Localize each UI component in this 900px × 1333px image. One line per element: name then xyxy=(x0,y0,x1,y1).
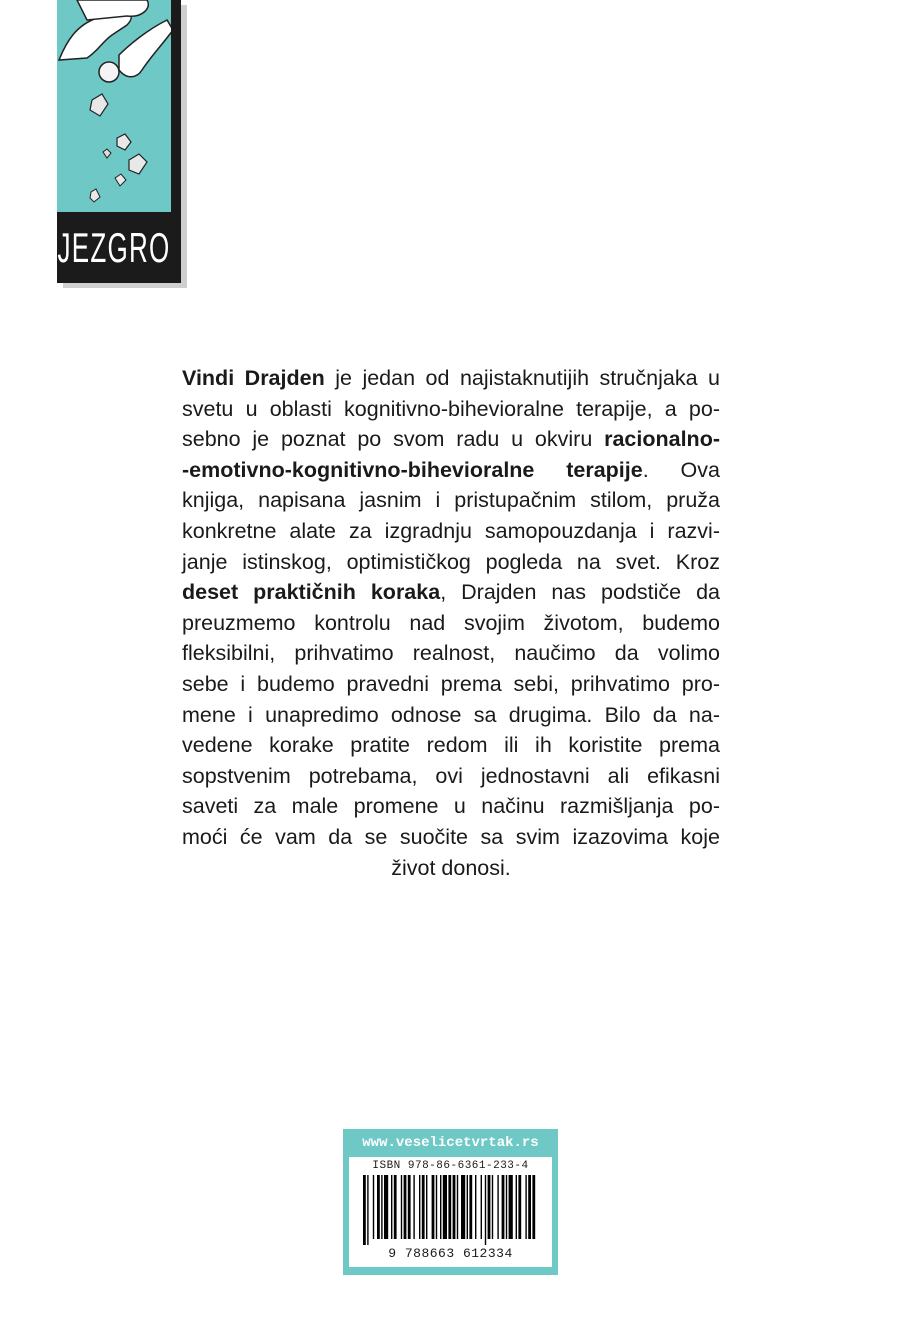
description-bold-text: Vindi Drajden xyxy=(182,366,325,390)
description-line xyxy=(182,516,720,547)
barcode-bar xyxy=(394,1175,397,1239)
description-text: život donosi. xyxy=(391,855,511,880)
barcode-bar xyxy=(448,1175,451,1239)
description-text: knjiga, napisana jasnim i pristupačnim stilom, pruža xyxy=(182,488,720,513)
isbn-text: ISBN 978-86-6361-233-4 xyxy=(372,1160,529,1172)
barcode-bar xyxy=(525,1175,526,1239)
description-line xyxy=(182,424,720,455)
barcode-bar xyxy=(506,1175,507,1239)
series-label: JEZGRO xyxy=(57,224,171,271)
description-bold-text: -emotivno-kognitivno-bihevioralne terapije xyxy=(182,457,643,482)
barcode-bar xyxy=(502,1175,505,1239)
barcode-bar xyxy=(532,1175,535,1239)
barcode-label xyxy=(349,1157,552,1267)
description-line xyxy=(182,485,720,516)
description-line xyxy=(182,853,720,884)
badge-stripe xyxy=(171,0,181,283)
barcode-bar xyxy=(481,1175,482,1239)
description-text: fleksibilni, prihvatimo realnost, naučimo da volimo xyxy=(182,641,720,666)
description-text: sopstvenim potrebama, ovi jednostavni ali efikasni xyxy=(182,763,720,788)
barcode-bar xyxy=(457,1175,458,1239)
barcode-bar xyxy=(497,1175,498,1239)
barcode-bar xyxy=(432,1175,435,1239)
description-line xyxy=(182,394,720,425)
barcode-digits: 9 788663 612334 xyxy=(388,1246,513,1261)
description-text: svetu u oblasti kognitivno-bihevioralne terapije, a po- xyxy=(182,396,720,421)
barcode-bar xyxy=(422,1175,425,1239)
barcode-bar xyxy=(413,1175,414,1239)
barcode-bar xyxy=(404,1175,407,1239)
barcode-bar xyxy=(485,1175,486,1245)
description-line xyxy=(182,577,720,608)
barcode-bar xyxy=(488,1175,491,1239)
barcode-bar xyxy=(440,1175,441,1239)
description-text: je jedan od najistaknutijih stručnjaka u xyxy=(324,366,720,390)
barcode-bar xyxy=(509,1175,513,1239)
description-text: janje istinskog, optimističkog pogleda na svet. Kroz xyxy=(182,549,720,574)
barcode-bar xyxy=(436,1175,437,1239)
barcode-bar xyxy=(453,1175,456,1239)
barcode-bar xyxy=(426,1175,427,1239)
description-line xyxy=(182,455,720,486)
barcode-bar xyxy=(516,1175,517,1239)
barcode-bar xyxy=(377,1175,380,1239)
description-line xyxy=(182,669,720,700)
description-line xyxy=(182,791,720,822)
barcode-panel xyxy=(343,1129,558,1275)
barcode-bar xyxy=(419,1175,420,1239)
description-text: saveti za male promene u načinu razmišljanja po- xyxy=(182,794,720,819)
barcode-bar xyxy=(528,1175,531,1239)
book-description xyxy=(182,363,720,883)
description-text: konkretne alate za izgradnju samopouzdanja i razvi- xyxy=(182,518,720,543)
publisher-url[interactable]: www.veselicetvrtak.rs xyxy=(362,1135,539,1151)
barcode-bars xyxy=(363,1175,538,1245)
description-line xyxy=(182,761,720,792)
barcode-bar xyxy=(384,1175,388,1239)
barcode-bar xyxy=(367,1175,368,1245)
series-badge xyxy=(57,0,181,283)
barcode-bar xyxy=(391,1175,392,1239)
barcode-bar xyxy=(408,1175,411,1239)
description-text: preuzmemo kontrolu nad svojim životom, budemo xyxy=(182,610,720,635)
barcode-bar xyxy=(475,1175,476,1239)
description-line xyxy=(182,363,720,394)
description-line xyxy=(182,638,720,669)
hand-illustration xyxy=(57,0,181,212)
description-bold-text: deset praktičnih koraka xyxy=(182,580,441,605)
barcode-bar xyxy=(469,1175,472,1239)
description-text: mene i unapredimo odnose sa drugima. Bilo da na- xyxy=(182,702,720,727)
barcode-bar xyxy=(363,1175,366,1245)
description-text: sebno je poznat po svom radu u okviru xyxy=(182,427,605,452)
description-text: moći će vam da se suočite sa svim izazovima koje xyxy=(182,824,720,849)
barcode-bar xyxy=(492,1175,493,1239)
barcode-bar xyxy=(443,1175,447,1239)
description-text: vedene korake pratite redom ili ih koristite prema xyxy=(182,733,720,758)
description-line xyxy=(182,547,720,578)
barcode-bar xyxy=(518,1175,521,1239)
description-text: . Ova xyxy=(642,457,720,482)
barcode-bar xyxy=(467,1175,468,1239)
description-line xyxy=(182,730,720,761)
description-line xyxy=(182,608,720,639)
description-line xyxy=(182,822,720,853)
description-text: sebe i budemo pravedni prema sebi, prihvatimo pro- xyxy=(182,671,720,696)
barcode-bar xyxy=(401,1175,402,1239)
barcode-bar xyxy=(381,1175,382,1239)
description-text: , Drajden nas podstiče da xyxy=(440,580,720,605)
description-bold-text: racionalno- xyxy=(604,427,720,452)
description-line xyxy=(182,700,720,731)
barcode-bar xyxy=(461,1175,465,1239)
barcode-bar xyxy=(373,1175,374,1239)
